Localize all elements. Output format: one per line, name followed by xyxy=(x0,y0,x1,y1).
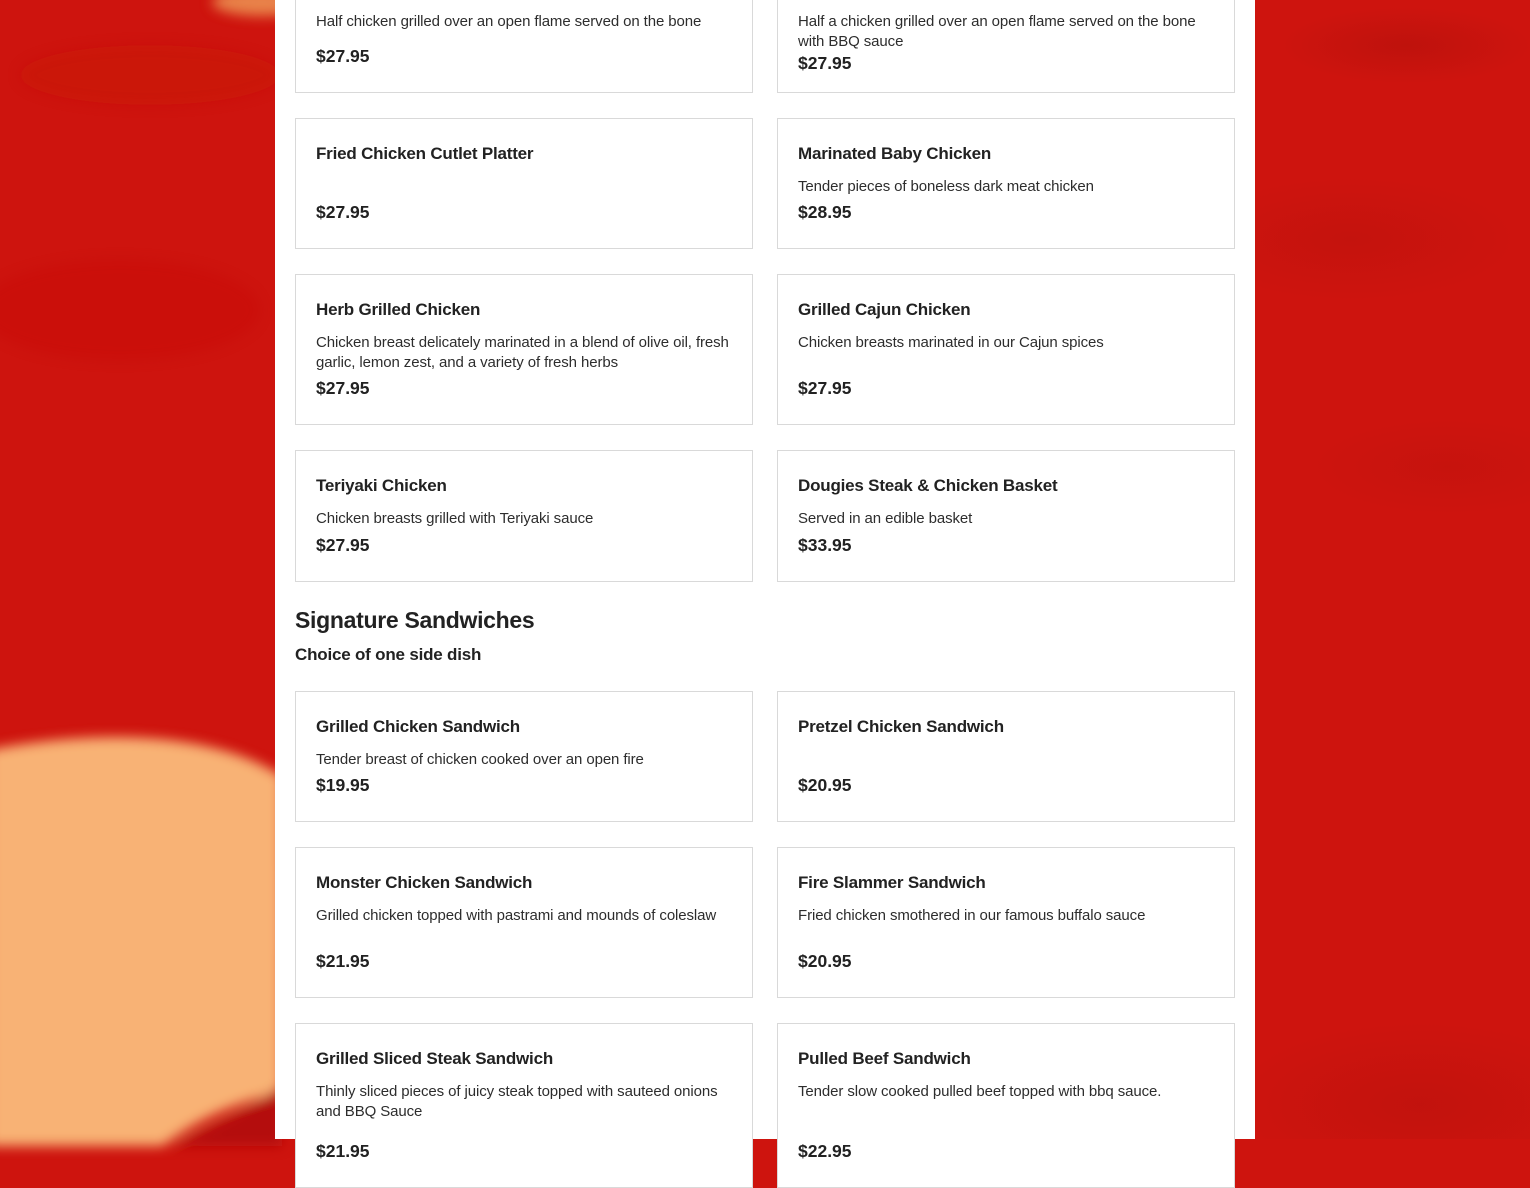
menu-item-title: Grilled Chicken Sandwich xyxy=(316,717,520,736)
menu-item-description: Tender slow cooked pulled beef topped with bbq sauce. xyxy=(798,1083,1162,1100)
menu-item-price: $19.95 xyxy=(316,775,370,795)
menu-card xyxy=(777,274,1235,425)
background-right-photo xyxy=(1255,0,1530,1139)
menu-item-description: Thinly sliced pieces of juicy steak topped with sauteed onions and BBQ Sauce xyxy=(316,1083,718,1120)
menu-item-title: Monster Chicken Sandwich xyxy=(316,873,533,892)
menu-item-price: $21.95 xyxy=(316,1141,370,1161)
menu-card xyxy=(777,1023,1235,1188)
menu-item-title: Grilled Sliced Steak Sandwich xyxy=(316,1049,554,1068)
menu-card xyxy=(295,450,753,582)
section-subtitle: Choice of one side dish xyxy=(295,645,482,664)
menu-item-description: Chicken breasts grilled with Teriyaki sauce xyxy=(316,510,594,527)
menu-item-price: $27.95 xyxy=(798,378,852,398)
background-left-photo xyxy=(0,0,275,1139)
menu-item-title: Fried Chicken Cutlet Platter xyxy=(316,144,534,163)
menu-item-price: $20.95 xyxy=(798,951,852,971)
menu-card xyxy=(777,847,1235,998)
menu-item-price: $21.95 xyxy=(316,951,370,971)
menu-section-header xyxy=(295,607,1235,666)
menu-card xyxy=(295,1023,753,1188)
menu-item-description: Fried chicken smothered in our famous buffalo sauce xyxy=(798,907,1146,924)
menu-item-price: $22.95 xyxy=(798,1141,852,1161)
menu-item-title: Herb Grilled Chicken xyxy=(316,300,481,319)
menu-item-description: Chicken breast delicately marinated in a blend of olive oil, fresh garlic, lemon zest, and a variety of fresh herbs xyxy=(316,334,729,371)
menu-item-description: Half a chicken grilled over an open flame served on the bone with BBQ sauce xyxy=(798,13,1196,50)
menu-card xyxy=(295,0,753,93)
menu-item-price: $28.95 xyxy=(798,202,852,222)
menu-item-description: Tender breast of chicken cooked over an open fire xyxy=(316,751,644,768)
menu-item-price: $27.95 xyxy=(798,53,852,73)
menu-card xyxy=(295,847,753,998)
menu-item-description: Chicken breasts marinated in our Cajun spices xyxy=(798,334,1104,351)
menu-card xyxy=(777,0,1235,93)
menu-item-title: Pulled Beef Sandwich xyxy=(798,1049,971,1068)
menu-item-title: Dougies Steak & Chicken Basket xyxy=(798,476,1058,495)
menu-card xyxy=(777,450,1235,582)
menu-item-title: Fire Slammer Sandwich xyxy=(798,873,986,892)
menu-card xyxy=(777,691,1235,822)
menu-item-title: Pretzel Chicken Sandwich xyxy=(798,717,1004,736)
menu-card xyxy=(295,118,753,249)
menu-card xyxy=(295,274,753,425)
menu-item-price: $33.95 xyxy=(798,535,852,555)
menu-item-price: $27.95 xyxy=(316,46,370,66)
menu-item-description: Tender pieces of boneless dark meat chicken xyxy=(798,178,1094,195)
section-title: Signature Sandwiches xyxy=(295,607,535,633)
menu-item-title: Marinated Baby Chicken xyxy=(798,144,992,163)
background-left-blob-art xyxy=(0,0,275,1139)
menu-item-price: $20.95 xyxy=(798,775,852,795)
menu-item-price: $27.95 xyxy=(316,535,370,555)
menu-grid xyxy=(295,0,1235,1188)
menu-item-price: $27.95 xyxy=(316,378,370,398)
menu-card xyxy=(295,691,753,822)
menu-item-description: Half chicken grilled over an open flame served on the bone xyxy=(316,13,702,30)
menu-item-title: Grilled Cajun Chicken xyxy=(798,300,971,319)
menu-item-description: Served in an edible basket xyxy=(798,510,973,527)
menu-item-title: Teriyaki Chicken xyxy=(316,476,447,495)
menu-item-description: Grilled chicken topped with pastrami and mounds of coleslaw xyxy=(316,907,717,924)
menu-card xyxy=(777,118,1235,249)
menu-panel xyxy=(275,0,1255,1161)
menu-item-price: $27.95 xyxy=(316,202,370,222)
